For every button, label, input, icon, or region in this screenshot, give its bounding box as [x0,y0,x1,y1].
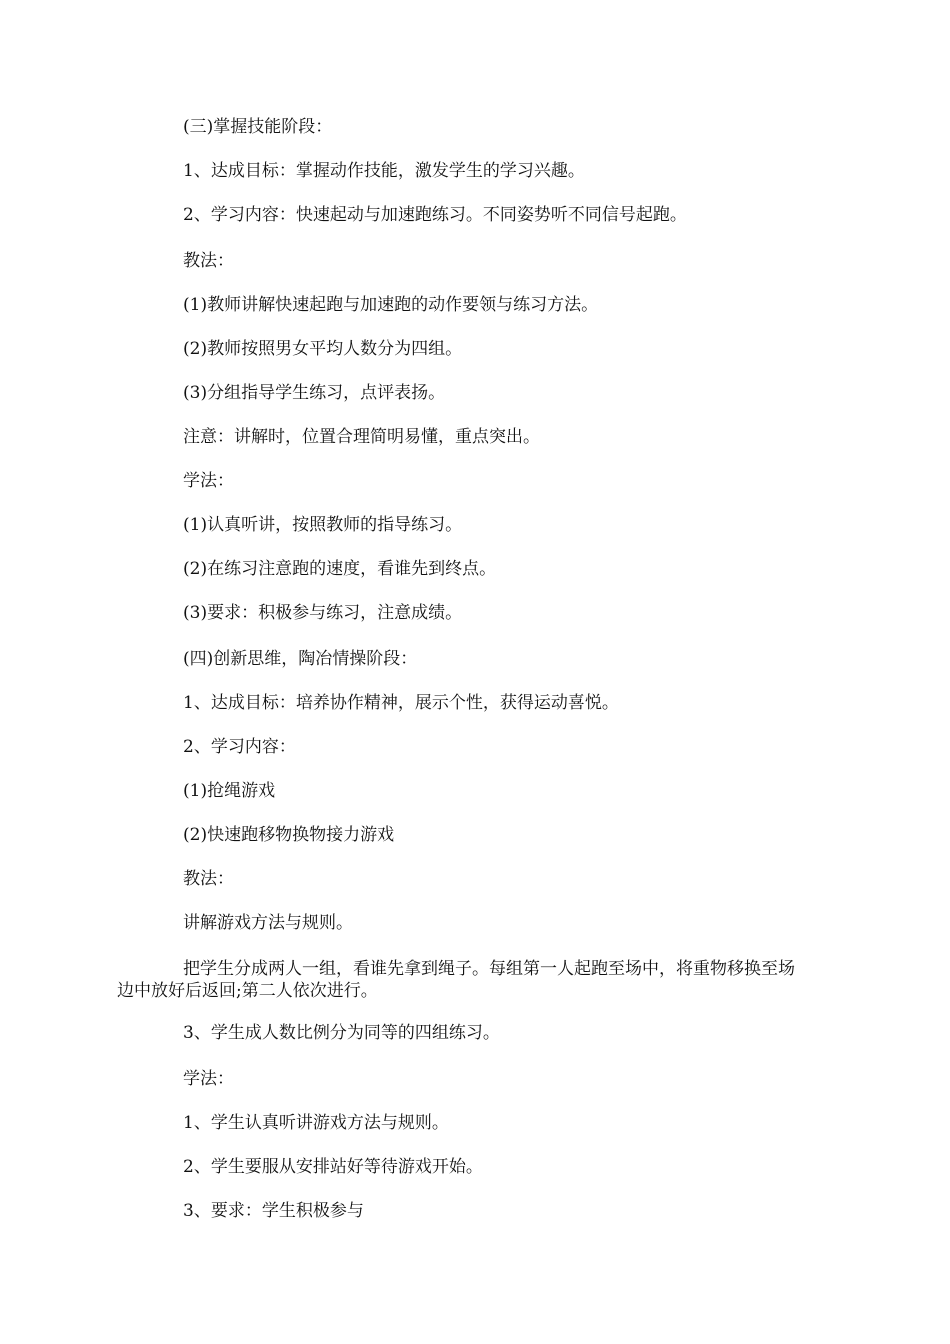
paragraph-method-2: (2)教师按照男女平均人数分为四组。 [183,339,463,359]
paragraph-learn-2: (2)在练习注意跑的速度，看谁先到终点。 [183,559,497,579]
paragraph-explain-rules: 讲解游戏方法与规则。 [183,913,353,933]
paragraph-method-1: (1)教师讲解快速起跑与加速跑的动作要领与练习方法。 [183,295,599,315]
paragraph-method-3: (3)分组指导学生练习，点评表扬。 [183,383,446,403]
paragraph-grouping: 3、学生成人数比例分为同等的四组练习。 [183,1023,500,1043]
paragraph-note: 注意：讲解时，位置合理简明易懂，重点突出。 [183,427,540,447]
paragraph-learning-method: 学法： [183,471,234,491]
paragraph-learn-1: (1)认真听讲，按照教师的指导练习。 [183,515,463,535]
paragraph-game-2: (2)快速跑移物换物接力游戏 [183,825,395,845]
paragraph-teaching-method-2: 教法： [183,869,234,889]
section-heading-four: (四)创新思维，陶冶情操阶段： [183,649,418,669]
paragraph-learning-method-2: 学法： [183,1069,234,1089]
paragraph-goal: 1、达成目标：掌握动作技能，激发学生的学习兴趣。 [183,161,585,181]
paragraph-game-description: 把学生分成两人一组，看谁先拿到绳子。每组第一人起跑至场中，将重物移换至场边中放好后返回;第二人依次进行。 [117,959,795,1001]
paragraph-content: 2、学习内容：快速起动与加速跑练习。不同姿势听不同信号起跑。 [183,205,687,225]
paragraph-learn-3: (3)要求：积极参与练习，注意成绩。 [183,603,463,623]
paragraph-student-3: 3、要求：学生积极参与 [183,1201,364,1221]
section-heading-three: (三)掌握技能阶段： [183,117,333,137]
paragraph-teaching-method: 教法： [183,251,234,271]
paragraph-game-1: (1)抢绳游戏 [183,781,276,801]
paragraph-student-2: 2、学生要服从安排站好等待游戏开始。 [183,1157,483,1177]
paragraph-student-1: 1、学生认真听讲游戏方法与规则。 [183,1113,449,1133]
paragraph-content-2: 2、学习内容： [183,737,296,757]
paragraph-goal-2: 1、达成目标：培养协作精神，展示个性，获得运动喜悦。 [183,693,619,713]
